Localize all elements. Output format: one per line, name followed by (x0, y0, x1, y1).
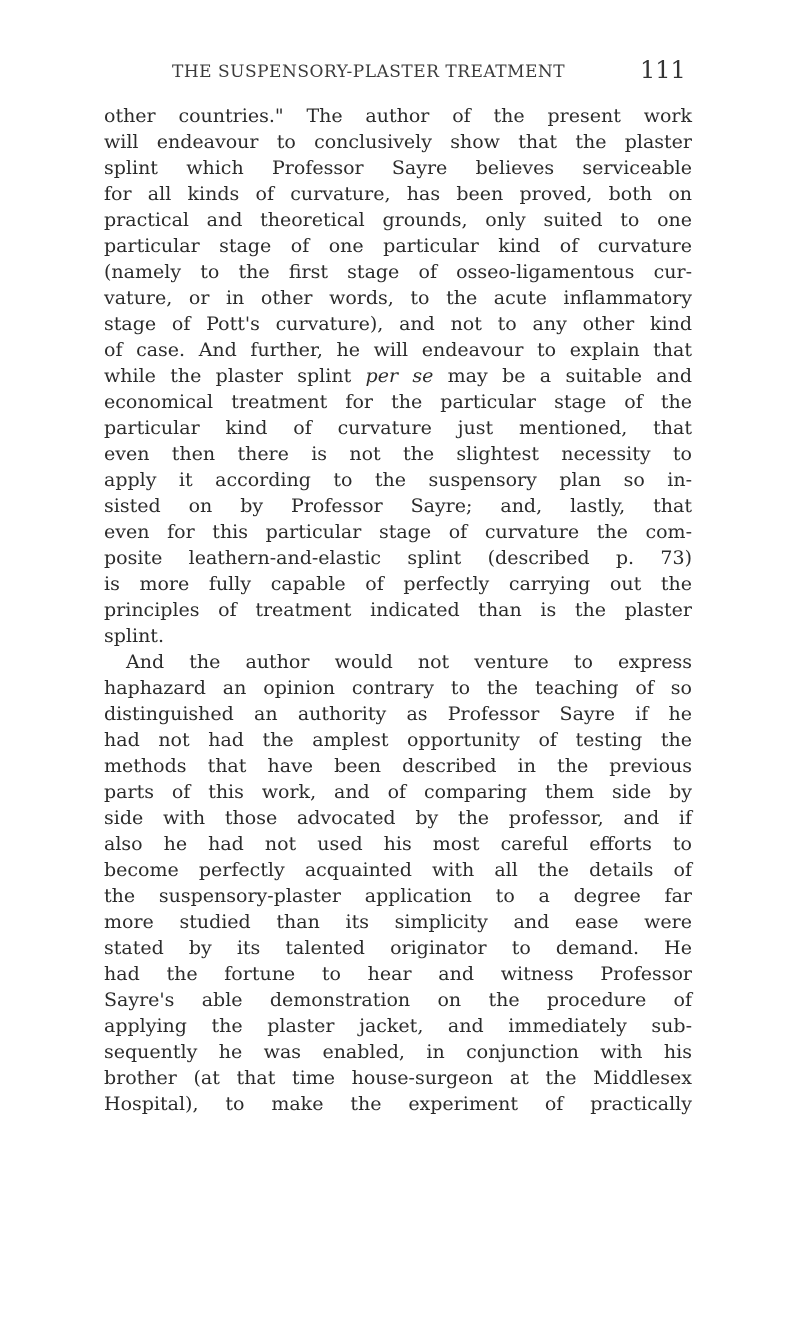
text-line: haphazard an opinion contrary to the teaching of so (104, 677, 692, 699)
text-line: side with those advocated by the professor, and if (104, 807, 692, 829)
text-line: is more fully capable of perfectly carrying out the (104, 573, 692, 595)
text-line: methods that have been described in the previous (104, 755, 692, 777)
text-line: Sayre's able demonstration on the procedure of (104, 989, 692, 1011)
running-head: THE SUSPENSORY-PLASTER TREATMENT (172, 62, 566, 82)
text-line: also he had not used his most careful efforts to (104, 833, 692, 855)
text-line: And the author would not venture to express (126, 651, 692, 673)
text-line: even then there is not the slightest necessity to (104, 443, 692, 465)
text-line: particular stage of one particular kind of curvature (104, 235, 692, 257)
text-line: applying the plaster jacket, and immediately sub- (104, 1015, 692, 1037)
text-line: more studied than its simplicity and ease were (104, 911, 692, 933)
text-segment: while the plaster splint (104, 365, 366, 387)
text-line: stated by its talented originator to demand. He (104, 937, 692, 959)
text-line: had not had the amplest opportunity of testing the (104, 729, 692, 751)
text-line: practical and theoretical grounds, only suited to one (104, 209, 692, 231)
text-line: stage of Pott's curvature), and not to any other kind (104, 313, 692, 335)
text-line: economical treatment for the particular stage of the (104, 391, 692, 413)
text-line: splint which Professor Sayre believes serviceable (104, 157, 692, 179)
text-line: had the fortune to hear and witness Professor (104, 963, 692, 985)
text-line: particular kind of curvature just mentioned, that (104, 417, 692, 439)
text-line: posite leathern-and-elastic splint (described p. 73) (104, 547, 692, 569)
text-line: will endeavour to conclusively show that the plaster (104, 131, 692, 153)
text-line: become perfectly acquainted with all the details of (104, 859, 692, 881)
text-line: sisted on by Professor Sayre; and, lastly, that (104, 495, 692, 517)
text-line: vature, or in other words, to the acute inflammatory (104, 287, 692, 309)
italic-phrase: per se (365, 365, 434, 387)
text-line: splint. (104, 625, 164, 647)
text-line: even for this particular stage of curvature the com- (104, 521, 692, 543)
text-line: the suspensory-plaster application to a degree far (104, 885, 692, 907)
body-text (104, 103, 692, 1117)
text-segment: may be a suitable and (433, 365, 693, 387)
text-line: brother (at that time house-surgeon at the Middlesex (104, 1067, 692, 1089)
text-line: distinguished an authority as Professor Sayre if he (104, 703, 692, 725)
text-line: for all kinds of curvature, has been proved, both on (104, 183, 692, 205)
page-number: 111 (640, 56, 686, 84)
text-line: of case. And further, he will endeavour to explain that (104, 339, 692, 361)
text-line: other countries." The author of the present work (104, 105, 692, 127)
text-line-italic (104, 363, 692, 389)
text-line: principles of treatment indicated than is the plaster (104, 599, 692, 621)
text-line: apply it according to the suspensory plan so in- (104, 469, 692, 491)
text-line: Hospital), to make the experiment of practically (104, 1093, 692, 1115)
text-line: (namely to the first stage of osseo-ligamentous cur- (104, 261, 692, 283)
text-line: parts of this work, and of comparing them side by (104, 781, 692, 803)
text-line: sequently he was enabled, in conjunction with his (104, 1041, 692, 1063)
